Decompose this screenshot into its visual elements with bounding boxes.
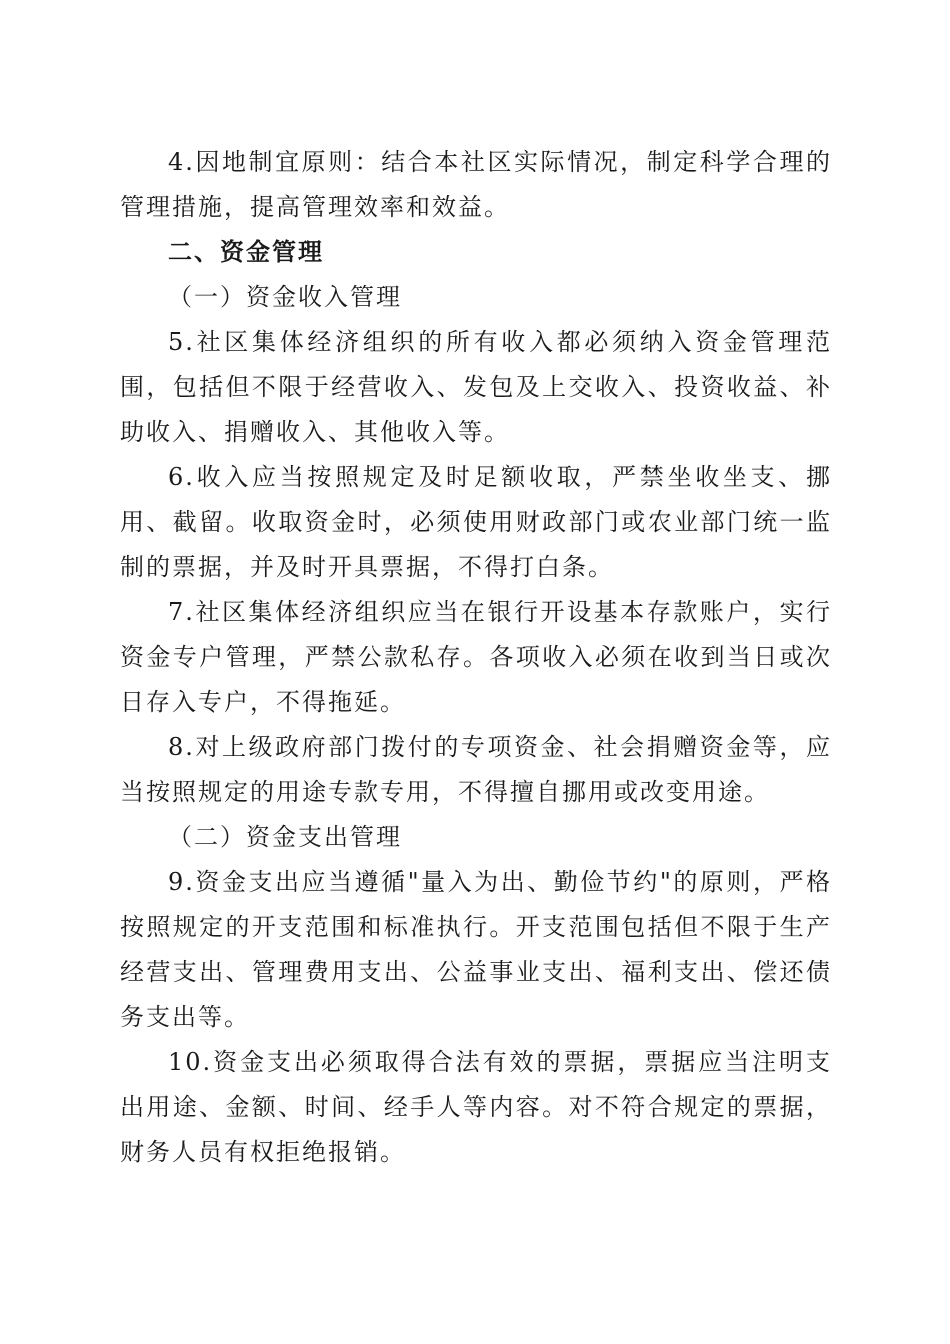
section-heading-fund-management: 二、资金管理 [168, 238, 324, 266]
paragraph-9: 9.资金支出应当遵循"量入为出、勤俭节约"的原则，严格按照规定的开支范围和标准执行。开支范围包括但不限于生产经营支出、管理费用支出、公益事业支出、福利支出、偿还债务支出等。 [120, 868, 832, 1031]
paragraph-4: 4.因地制宜原则：结合本社区实际情况，制定科学合理的管理措施，提高管理效率和效益。 [120, 148, 832, 221]
paragraph-6: 6.收入应当按照规定及时足额收取，严禁坐收坐支、挪用、截留。收取资金时，必须使用财政部门或农业部门统一监制的票据，并及时开具票据，不得打白条。 [120, 463, 832, 581]
subsection-heading-income: （一）资金收入管理 [168, 283, 402, 311]
paragraph-10: 10.资金支出必须取得合法有效的票据，票据应当注明支出用途、金额、时间、经手人等内容。对不符合规定的票据，财务人员有权拒绝报销。 [120, 1048, 832, 1166]
paragraph-5: 5.社区集体经济组织的所有收入都必须纳入资金管理范围，包括但不限于经营收入、发包及上交收入、投资收益、补助收入、捐赠收入、其他收入等。 [120, 328, 832, 446]
subsection-heading-expenditure: （二）资金支出管理 [168, 823, 402, 851]
document-body [120, 140, 832, 1175]
paragraph-7: 7.社区集体经济组织应当在银行开设基本存款账户，实行资金专户管理，严禁公款私存。各项收入必须在收到当日或次日存入专户，不得拖延。 [120, 598, 832, 716]
paragraph-8: 8.对上级政府部门拨付的专项资金、社会捐赠资金等，应当按照规定的用途专款专用，不得擅自挪用或改变用途。 [120, 733, 832, 806]
